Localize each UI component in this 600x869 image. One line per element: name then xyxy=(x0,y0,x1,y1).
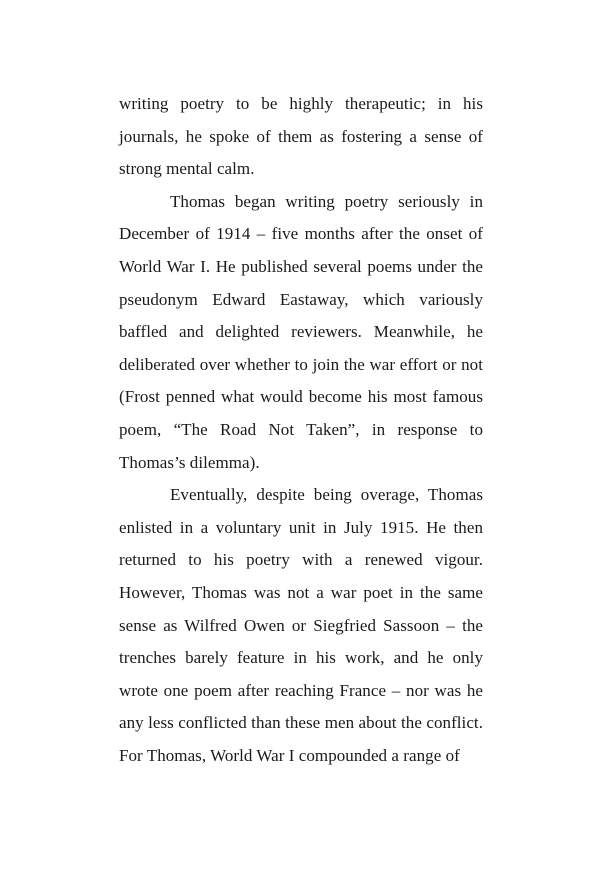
paragraph-1: writing poetry to be highly therapeutic; in his journals, he spoke of them as fostering a sense of strong mental calm. xyxy=(119,94,483,179)
body-text xyxy=(119,88,483,772)
paragraph-3: Eventually, despite being overage, Thomas enlisted in a voluntary unit in July 1915. He then returned to his poetry with a renewed vigour. However, Thomas was not a war poet in the same sense as Wilfred Owen or Siegfried Sassoon – the trenches barely feature in his work, and he only wrote one poem after reaching France – nor was he any less conflicted than these men about the conflict. For Thomas, World War I compounded a range of xyxy=(119,485,483,765)
paragraph-2: Thomas began writing poetry seriously in December of 1914 – five months after the onset of World War I. He published several poems under the pseudonym Edward Eastaway, which variously baffled and delighted reviewers. Meanwhile, he deliberated over whether to join the war effort or not (Frost penned what would become his most famous poem, “The Road Not Taken”, in response to Thomas’s dilemma). xyxy=(119,191,483,472)
